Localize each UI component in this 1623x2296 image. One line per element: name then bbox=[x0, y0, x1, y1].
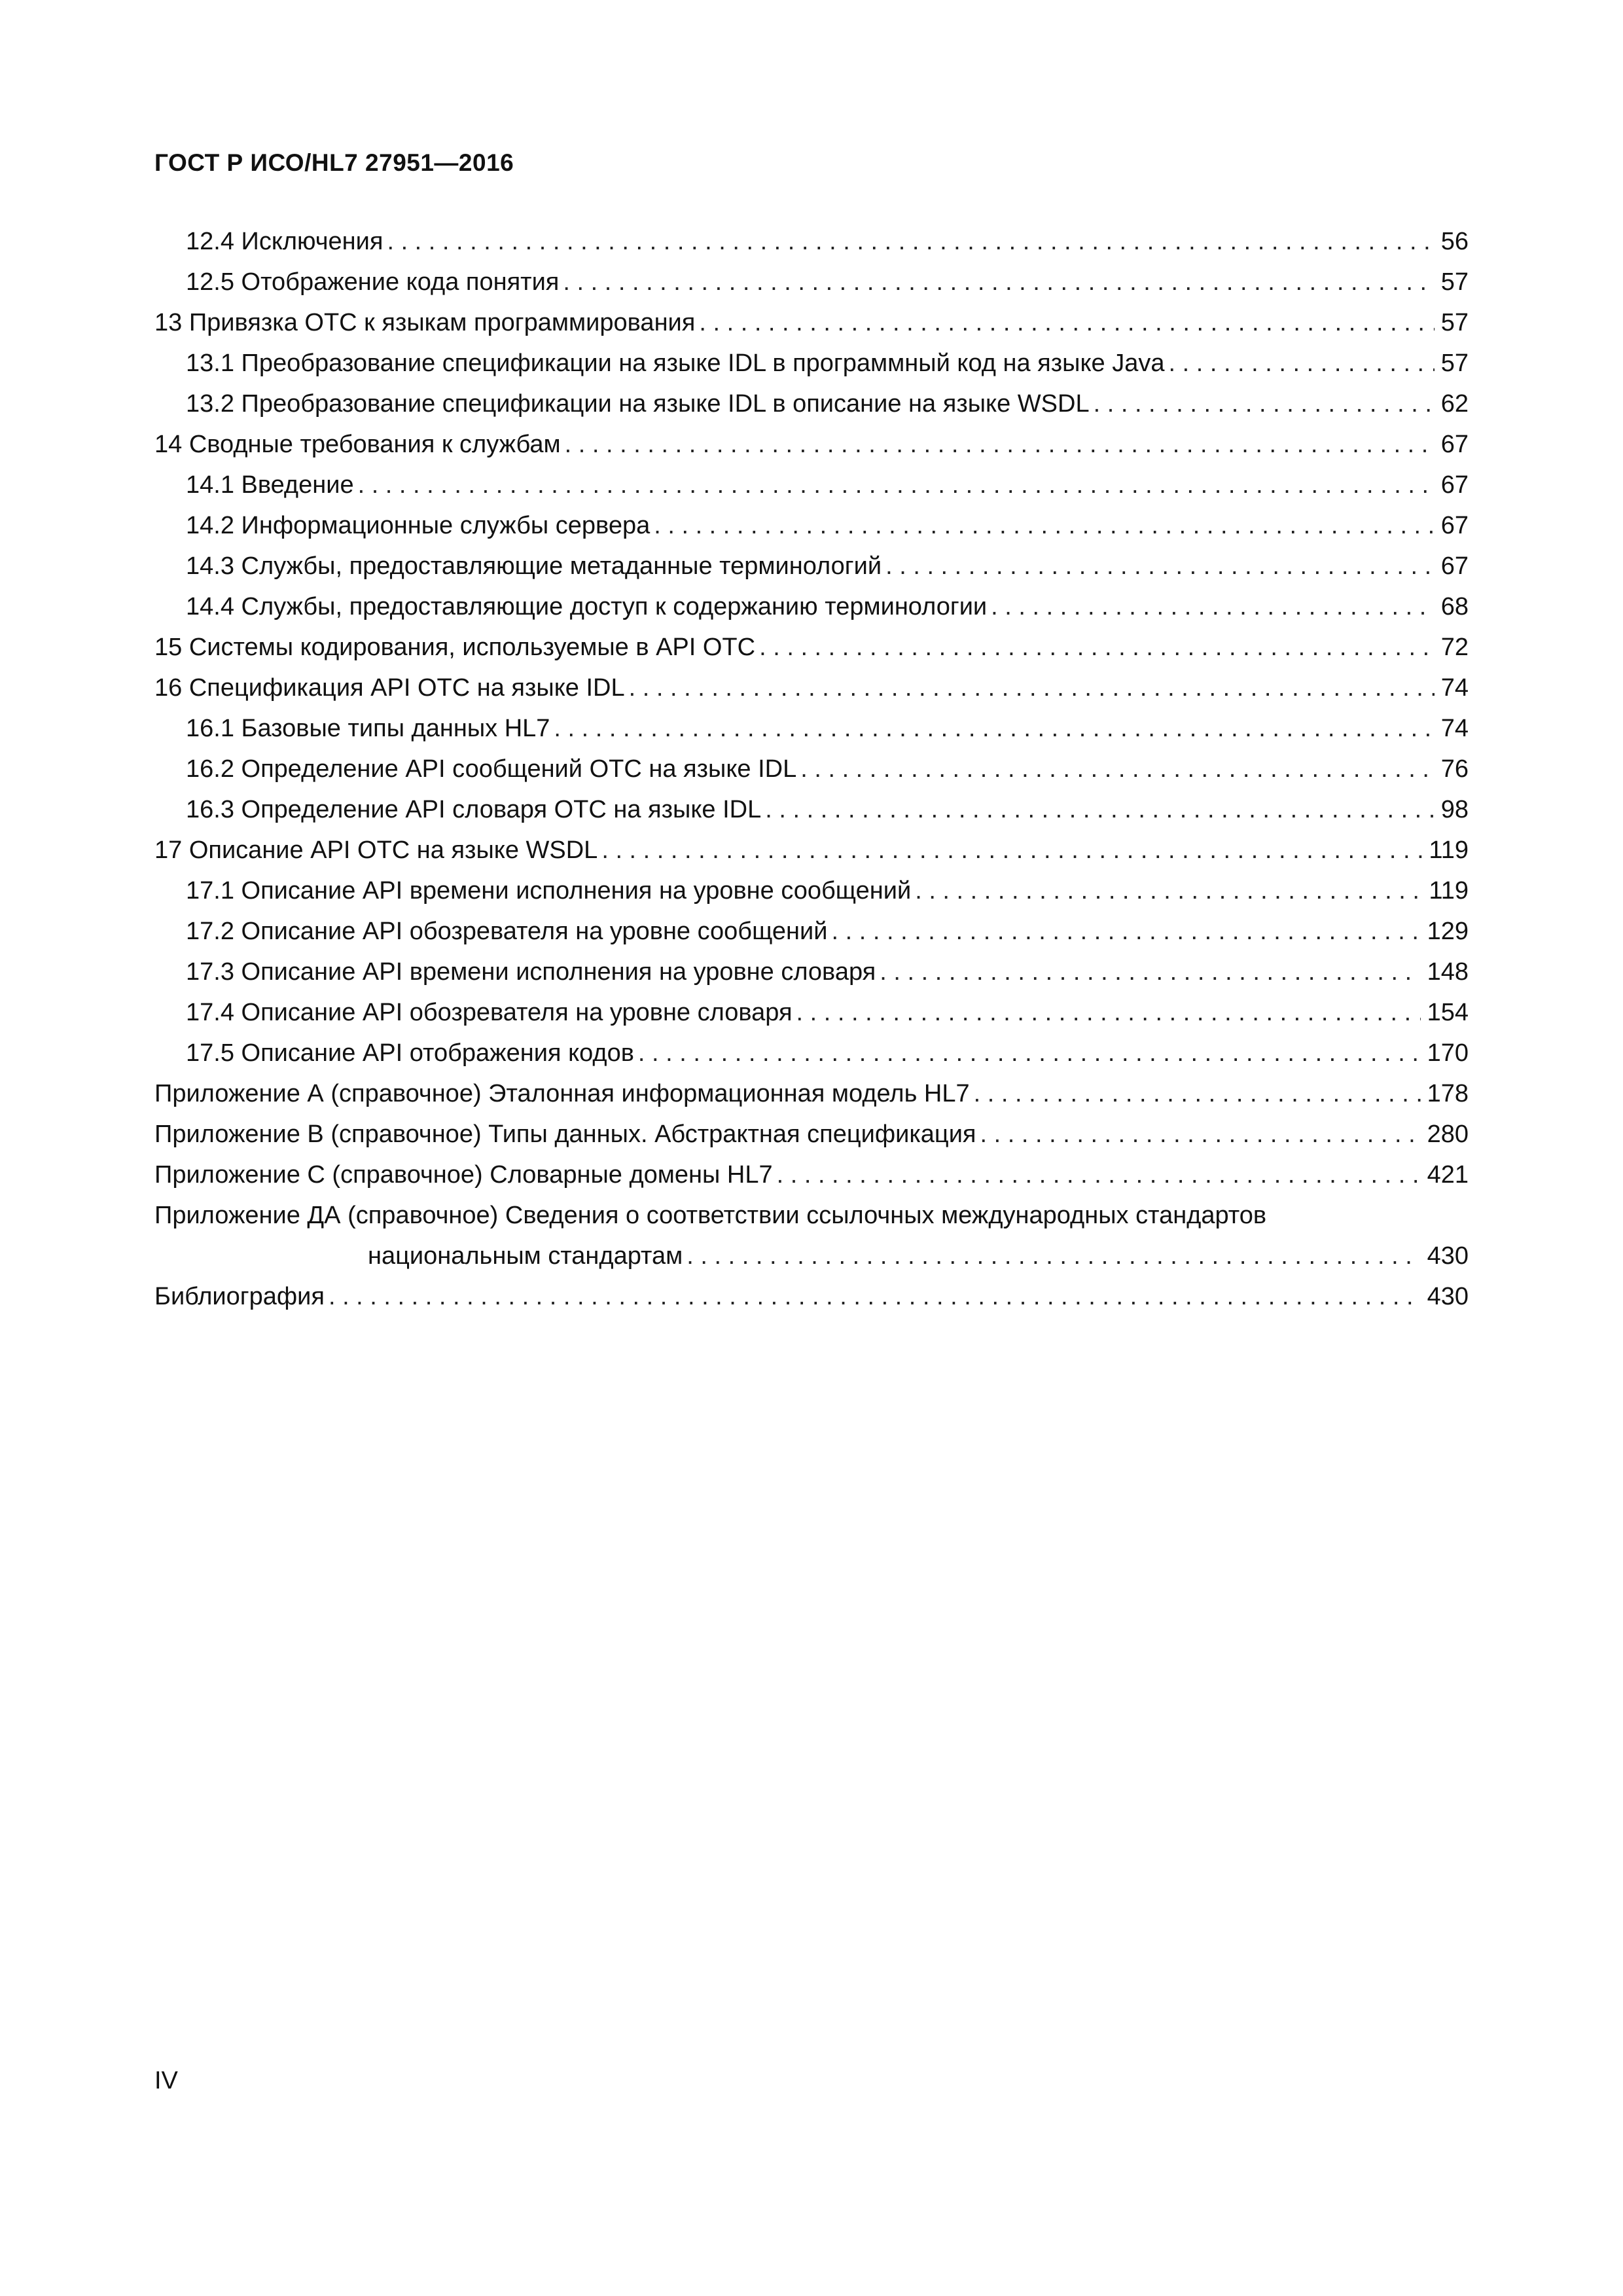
toc-entry-title: 16.3 Определение API словаря ОТС на языке IDL bbox=[186, 796, 762, 823]
toc-entry-title: 17.4 Описание API обозревателя на уровне словаря bbox=[186, 999, 793, 1026]
toc-entry-title: 15 Системы кодирования, используемые в API ОТС bbox=[154, 634, 756, 661]
toc-entry-page: 56 bbox=[1440, 228, 1469, 255]
toc-entry-page: 72 bbox=[1440, 634, 1469, 661]
toc-entry[interactable] bbox=[154, 830, 1469, 870]
toc-entry[interactable] bbox=[154, 586, 1469, 627]
toc-dot-leader bbox=[329, 1276, 1421, 1317]
toc-entry-page: 170 bbox=[1427, 1039, 1469, 1067]
toc-dot-leader bbox=[765, 789, 1434, 830]
toc-entry-page: 148 bbox=[1427, 958, 1469, 986]
toc-dot-leader bbox=[880, 952, 1420, 992]
toc-dot-leader bbox=[1168, 343, 1434, 384]
toc-entry-page: 430 bbox=[1427, 1283, 1469, 1310]
toc-entry-title: 17 Описание API ОТС на языке WSDL bbox=[154, 836, 598, 864]
toc-entry-title: 13 Привязка ОТС к языкам программирования bbox=[154, 309, 696, 336]
toc-entry[interactable] bbox=[154, 952, 1469, 992]
toc-entry-page: 76 bbox=[1440, 755, 1469, 783]
toc-entry[interactable] bbox=[154, 870, 1469, 911]
toc-entry-page: 57 bbox=[1440, 309, 1469, 336]
toc-dot-leader bbox=[638, 1033, 1421, 1073]
toc-dot-leader bbox=[358, 465, 1435, 505]
toc-dot-leader bbox=[699, 302, 1434, 343]
toc-entry-title: 17.5 Описание API отображения кодов bbox=[186, 1039, 634, 1067]
toc-dot-leader bbox=[777, 1155, 1421, 1195]
toc-entry[interactable] bbox=[154, 1276, 1469, 1317]
toc-dot-leader bbox=[387, 221, 1434, 262]
toc-entry[interactable] bbox=[154, 384, 1469, 424]
toc-dot-leader bbox=[687, 1236, 1420, 1276]
toc-entry-title: 16.1 Базовые типы данных HL7 bbox=[186, 715, 550, 742]
toc-entry-page: 74 bbox=[1440, 715, 1469, 742]
toc-dot-leader bbox=[654, 505, 1435, 546]
toc-entry[interactable] bbox=[154, 262, 1469, 302]
toc-entry[interactable] bbox=[154, 911, 1469, 952]
toc-entry-title: 14.4 Службы, предоставляющие доступ к содержанию терминологии bbox=[186, 593, 988, 620]
toc-dot-leader bbox=[563, 262, 1434, 302]
page-number: IV bbox=[154, 2067, 178, 2094]
toc-entry-page: 57 bbox=[1440, 350, 1469, 377]
toc-entry-page: 98 bbox=[1440, 796, 1469, 823]
toc-entry-title: 17.1 Описание API времени исполнения на уровне сообщений bbox=[186, 877, 912, 905]
toc-entry[interactable] bbox=[154, 343, 1469, 384]
toc-entry-page: 62 bbox=[1440, 390, 1469, 418]
toc-entry[interactable] bbox=[154, 1033, 1469, 1073]
toc-entry-page: 119 bbox=[1429, 836, 1469, 864]
toc-entry[interactable] bbox=[154, 546, 1469, 586]
toc-entry-title: 14 Сводные требования к службам bbox=[154, 431, 561, 458]
toc-dot-leader bbox=[991, 586, 1435, 627]
toc-entry-title: Приложение С (справочное) Словарные домены HL7 bbox=[154, 1161, 773, 1189]
toc-dot-leader bbox=[1094, 384, 1435, 424]
toc-entry-title: 17.3 Описание API времени исполнения на уровне словаря bbox=[186, 958, 876, 986]
toc-entry-page: 74 bbox=[1440, 674, 1469, 702]
toc-dot-leader bbox=[565, 424, 1435, 465]
toc-entry-title: 14.1 Введение bbox=[186, 471, 354, 499]
toc-entry-title: 12.5 Отображение кода понятия bbox=[186, 268, 560, 296]
toc-entry-page: 280 bbox=[1427, 1121, 1469, 1148]
table-of-contents bbox=[154, 221, 1469, 1317]
toc-entry-page: 430 bbox=[1427, 1242, 1469, 1270]
toc-entry-page: 421 bbox=[1427, 1161, 1469, 1189]
toc-dot-leader bbox=[759, 627, 1435, 668]
toc-entry-title: Приложение А (справочное) Эталонная информационная модель HL7 bbox=[154, 1080, 970, 1107]
toc-entry-page: 119 bbox=[1429, 877, 1469, 905]
toc-dot-leader bbox=[915, 870, 1422, 911]
toc-entry[interactable] bbox=[154, 749, 1469, 789]
toc-entry-title: Приложение ДА (справочное) Сведения о соответствии ссылочных международных стандартов bbox=[154, 1202, 1267, 1229]
toc-entry[interactable] bbox=[154, 668, 1469, 708]
toc-entry-title-line2: национальным стандартам bbox=[368, 1242, 683, 1270]
toc-entry[interactable] bbox=[154, 1114, 1469, 1155]
toc-entry-title: 14.2 Информационные службы сервера bbox=[186, 512, 651, 539]
document-header-standard-id: ГОСТ Р ИСО/HL7 27951—2016 bbox=[154, 149, 514, 176]
toc-entry[interactable] bbox=[154, 505, 1469, 546]
toc-entry-title: 13.1 Преобразование спецификации на языке IDL в программный код на языке Java bbox=[186, 350, 1165, 377]
toc-entry-page: 67 bbox=[1440, 431, 1469, 458]
toc-entry-page: 67 bbox=[1440, 512, 1469, 539]
toc-entry[interactable] bbox=[154, 789, 1469, 830]
toc-entry[interactable] bbox=[154, 302, 1469, 343]
toc-entry-title: 14.3 Службы, предоставляющие метаданные терминологий bbox=[186, 552, 882, 580]
toc-entry[interactable] bbox=[154, 627, 1469, 668]
toc-entry[interactable] bbox=[154, 1155, 1469, 1195]
toc-entry-page: 67 bbox=[1440, 552, 1469, 580]
toc-entry-title: 16 Спецификация API ОТС на языке IDL bbox=[154, 674, 625, 702]
toc-entry[interactable] bbox=[154, 1073, 1469, 1114]
toc-entry-title: 13.2 Преобразование спецификации на языке IDL в описание на языке WSDL bbox=[186, 390, 1090, 418]
toc-dot-leader bbox=[980, 1114, 1421, 1155]
toc-entry-title: Приложение В (справочное) Типы данных. Абстрактная спецификация bbox=[154, 1121, 976, 1148]
toc-entry-page: 154 bbox=[1427, 999, 1469, 1026]
toc-dot-leader bbox=[554, 708, 1434, 749]
toc-dot-leader bbox=[601, 830, 1422, 870]
toc-entry-title: Библиография bbox=[154, 1283, 325, 1310]
toc-dot-leader bbox=[885, 546, 1435, 586]
toc-entry[interactable] bbox=[154, 424, 1469, 465]
toc-dot-leader bbox=[629, 668, 1435, 708]
toc-entry[interactable] bbox=[154, 708, 1469, 749]
toc-entry-page: 129 bbox=[1427, 918, 1469, 945]
toc-entry-title: 16.2 Определение API сообщений ОТС на языке IDL bbox=[186, 755, 797, 783]
toc-entry-page: 178 bbox=[1427, 1080, 1469, 1107]
toc-dot-leader bbox=[832, 911, 1421, 952]
toc-entry-title: 12.4 Исключения bbox=[186, 228, 383, 255]
toc-entry-title-continuation bbox=[154, 1236, 1469, 1276]
toc-entry[interactable] bbox=[154, 992, 1469, 1033]
toc-entry-page: 67 bbox=[1440, 471, 1469, 499]
toc-dot-leader bbox=[974, 1073, 1421, 1114]
toc-entry-page: 68 bbox=[1440, 593, 1469, 620]
toc-entry-page: 57 bbox=[1440, 268, 1469, 296]
toc-dot-leader bbox=[796, 992, 1421, 1033]
toc-entry[interactable] bbox=[154, 1195, 1469, 1276]
toc-entry[interactable] bbox=[154, 465, 1469, 505]
toc-entry-title: 17.2 Описание API обозревателя на уровне сообщений bbox=[186, 918, 828, 945]
toc-dot-leader bbox=[800, 749, 1435, 789]
toc-entry[interactable] bbox=[154, 221, 1469, 262]
